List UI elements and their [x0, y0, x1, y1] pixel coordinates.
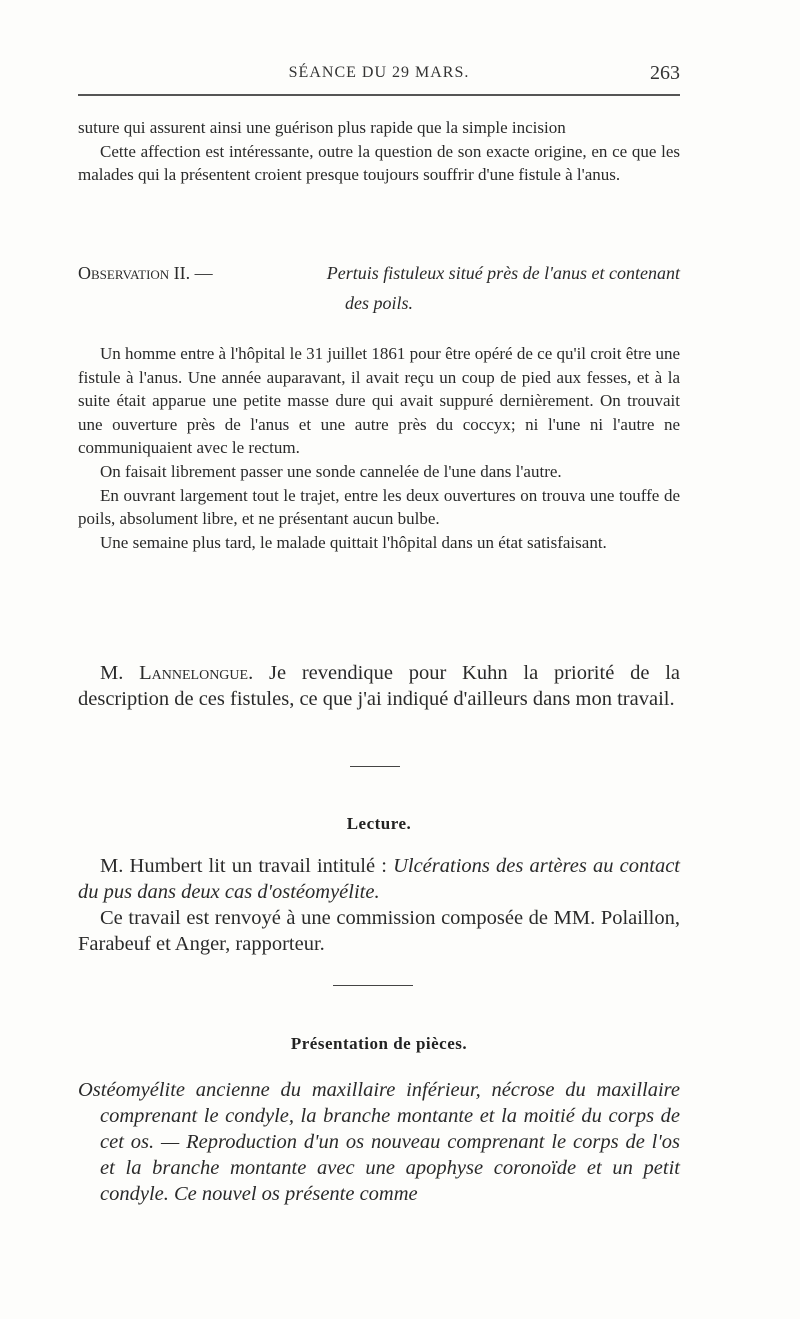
observation-paragraph-2: On faisait librement passer une sonde cannelée de l'une dans l'autre.	[100, 461, 562, 481]
lecture-intro-text: M. Humbert lit un travail intitulé :	[100, 855, 394, 877]
observation-title	[78, 258, 680, 318]
observation-paragraph-3: En ouvrant largement tout le trajet, entre les deux ouvertures on trouva une touffe de poils, absolument libre, et ne présentant aucun bulbe.	[78, 485, 680, 529]
lecture-section	[78, 853, 680, 957]
intro-paragraph-2: Cette affection est intéressante, outre la question de son exacte origine, en ce que les malades qui la présentent croient presque toujours souffrir d'une fistule à l'anus.	[78, 141, 680, 185]
presentation-paragraph: Ostéomyélite ancienne du maxillaire inférieur, nécrose du maxillaire comprenant le condyle, la branche montante et la moitié du corps de cet os. — Reproduction d'un os nouveau comprenant le corps de l'os et la branche montante avec une apophyse coronoïde et un petit condyle. Ce nouvel os présente comme	[78, 1079, 680, 1205]
lecture-work-title: Ulcérations des artères au contact du pus dans deux cas d'ostéomyélite.	[78, 855, 680, 903]
lecture-paragraph-2: Ce travail est renvoyé à une commission composée de MM. Polaillon, Farabeuf et Anger, rapporteur.	[78, 907, 680, 955]
speaker-name: M. Lannelongue.	[100, 662, 254, 684]
observation-title-line-2: des poils.	[344, 293, 413, 313]
observation-body	[78, 342, 680, 554]
observation-label: Observation II.	[78, 263, 191, 283]
lecture-heading: Lecture.	[346, 814, 412, 833]
lecture-paragraph-1	[78, 853, 680, 905]
lannelongue-text: Je revendique pour Kuhn la priorité de la description de ces fistules, ce que j'ai indiqué d'ailleurs dans mon travail.	[78, 662, 680, 710]
header-rule	[78, 94, 680, 96]
observation-title-line-1: Pertuis fistuleux situé près de l'anus et contenant	[326, 263, 680, 283]
lannelongue-remark	[78, 660, 680, 712]
page-number: 263	[650, 62, 680, 84]
presentation-section	[78, 1077, 680, 1207]
observation-paragraph-1: Un homme entre à l'hôpital le 31 juillet 1861 pour être opéré de ce qu'il croit être une fistule à l'anus. Une année auparavant, il avait reçu un coup de pied aux fesses, et à la suite était apparue une petite masse dure qui avait suppuré dernièrement. On trouvait une ouverture près de l'anus et une autre près du coccyx; ni l'une ni l'autre ne communiquaient avec le rectum.	[78, 344, 680, 458]
intro-paragraph-1: suture qui assurent ainsi une guérison plus rapide que la simple incision	[78, 118, 566, 137]
observation-label-group	[78, 258, 213, 288]
section-separator	[350, 766, 400, 767]
running-title: SÉANCE DU 29 MARS.	[288, 64, 470, 81]
presentation-heading: Présentation de pièces.	[290, 1034, 468, 1053]
observation-paragraph-4: Une semaine plus tard, le malade quittait l'hôpital dans un état satisfaisant.	[100, 532, 607, 552]
observation-dash: —	[194, 263, 213, 283]
page-header	[78, 58, 680, 90]
section-separator-2	[333, 985, 413, 986]
intro-section	[78, 116, 680, 187]
